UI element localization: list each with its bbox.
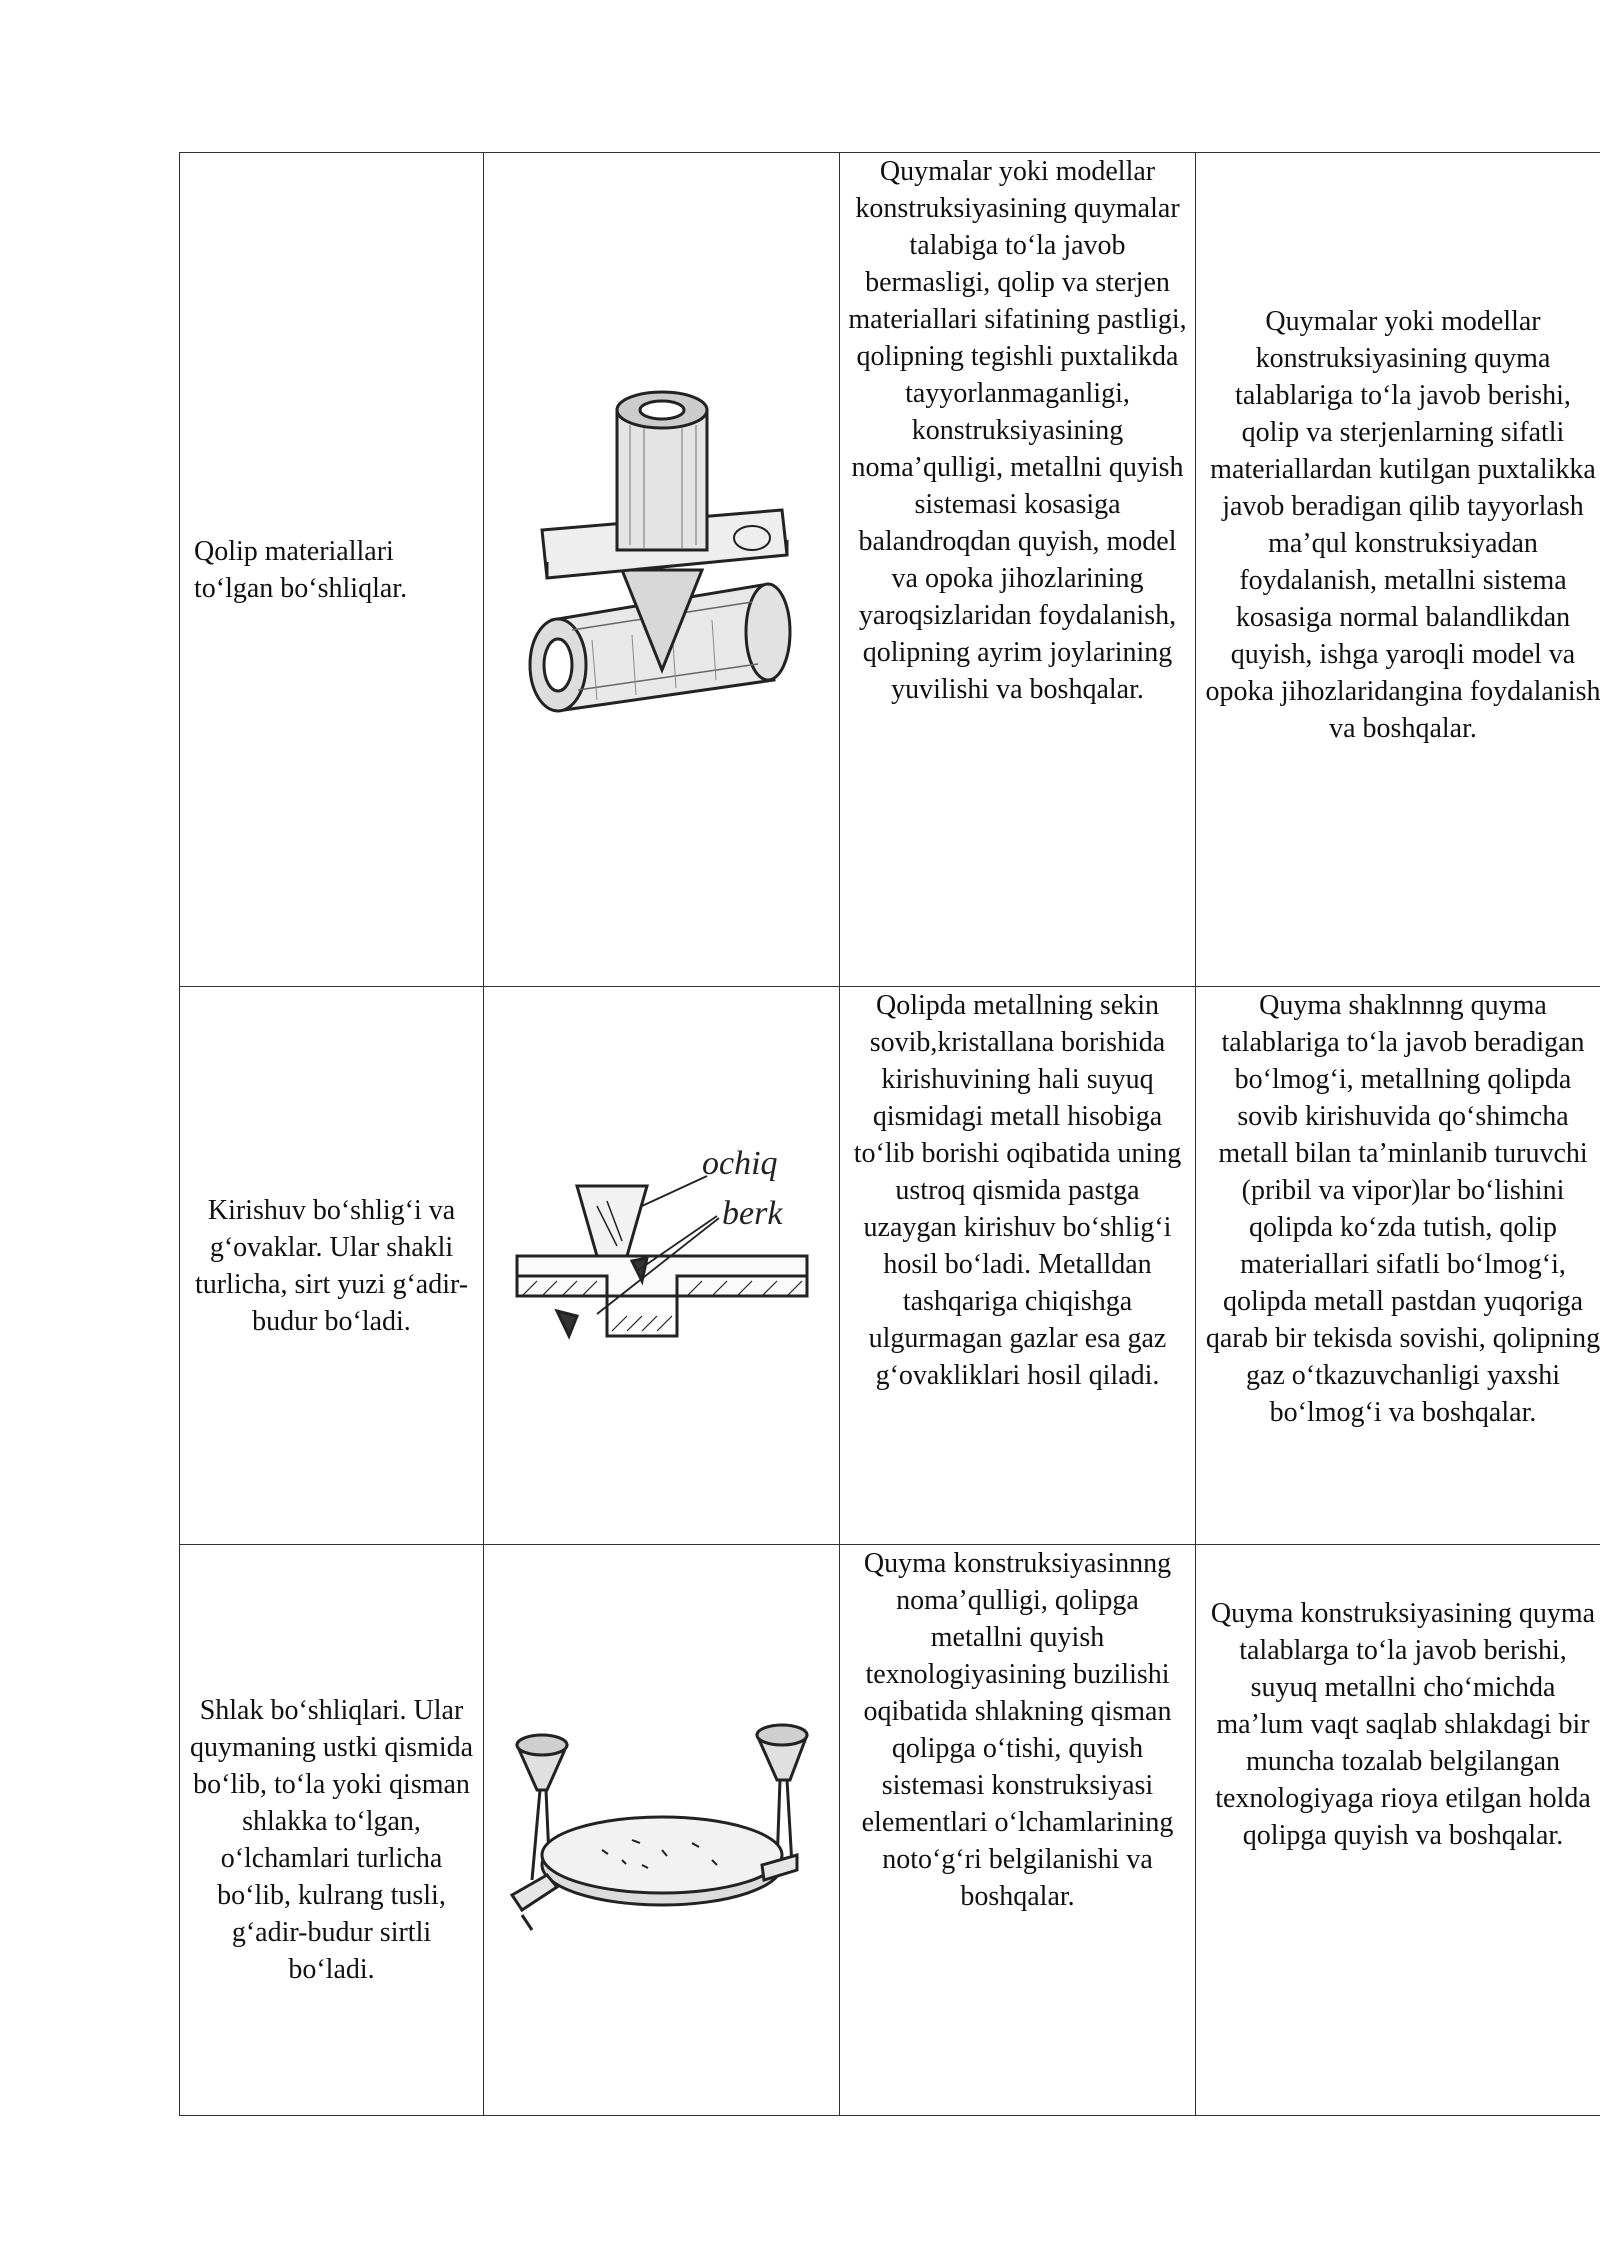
defect-prevention-cell: Quyma shaklnnng quyma talablariga to‘la javob beradigan bo‘lmog‘i, metallning qolipda sovib kirishuvida qo‘shimcha metall bilan ta’minlanib turuvchi (pribil va vipor)lar bo‘lishini qolipda ko‘zda tutish, qolip materiallari sifatli bo‘lmog‘i, qolipda metall pastdan yuqoriga qarab bir tekisda sovishi, qolipning gaz o‘tkazuvchanligi yaxshi bo‘lmog‘i va boshqalar. [1196,987,1600,1545]
defect-name-cell: Kirishuv bo‘shlig‘i va g‘ovaklar. Ular shakli turlicha, sirt yuzi g‘adir-budur bo‘ladi. [180,987,484,1545]
defect-cause-cell: Quymalar yoki modellar konstruksiyasining quymalar talabiga to‘la javob bermasligi, qolip va sterjen materiallari sifatining pastligi, qolipning tegishli puxtalikda tayyorlanmaganligi, konstruksiyasining noma’qulligi, metallni quyish sistemasi kosasiga balandroqdan quyish, model va opoka jihozlarining yaroqsizlaridan foydalanish, qolipning ayrim joylarining yuvilishi va boshqalar. [840,153,1196,987]
defect-prevention-cell: Quymalar yoki modellar konstruksiyasining quyma talablariga to‘la javob berishi, qolip va sterjenlarning sifatli materiallardan kutilgan puxtalikka javob beradigan qilib tayyorlash ma’qul konstruksiyadan foydalanish, metallni sistema kosasiga normal balandlikdan quyish, ishga yaroqli model va opoka jihozlaridangina foydalanish va boshqalar. [1196,153,1600,987]
defect-name-cell: Qolip materiallari to‘lgan bo‘shliqlar. [180,153,484,987]
table-row [180,1545,1600,2116]
label-berk: berk [721,1194,782,1232]
pipe-casting-illustration [512,380,812,760]
defect-image-cell [484,1545,840,2116]
slag-inclusion-illustration [502,1715,822,1945]
table-row [180,987,1600,1545]
label-ochiq: ochiq [701,1145,778,1182]
defects-table [179,152,1600,2116]
defect-image-cell [484,987,840,1545]
defect-image-cell [484,153,840,987]
defect-cause-cell: Quyma konstruksiyasinnng noma’qulligi, qolipga metallni quyish texnologiyasining buzilishi oqibatida shlakning qisman qolipga o‘tishi, quyish sistemasi konstruksiyasi elementlari o‘lchamlarining noto‘g‘ri belgilanishi va boshqalar. [840,1545,1196,2116]
defect-prevention-cell: Quyma konstruksiyasining quyma talablarga to‘la javob berishi, suyuq metallni cho‘michda ma’lum vaqt saqlab shlakdagi bir muncha tozalab belgilangan texnologiyaga rioya etilgan holda qolipga quyish va boshqalar. [1196,1545,1600,2116]
table-row [180,153,1600,987]
defect-name-cell: Shlak bo‘shliqlari. Ular quymaning ustki qismida bo‘lib, to‘la yoki qisman shlakka to‘lgan, o‘lchamlari turlicha bo‘lib, kulrang tusli, g‘adir-budur sirtli bo‘ladi. [180,1545,484,2116]
defect-cause-cell: Qolipda metallning sekin sovib,kristallana borishida kirishuvining hali suyuq qismidagi metall hisobiga to‘lib borishi oqibatida uning ustroq qismida pastga uzaygan kirishuv bo‘shlig‘i hosil bo‘ladi. Metalldan tashqariga chiqishga ulgurmagan gazlar esa gaz g‘ovakliklari hosil qiladi. [840,987,1196,1545]
shrinkage-cavity-illustration [497,1146,827,1386]
